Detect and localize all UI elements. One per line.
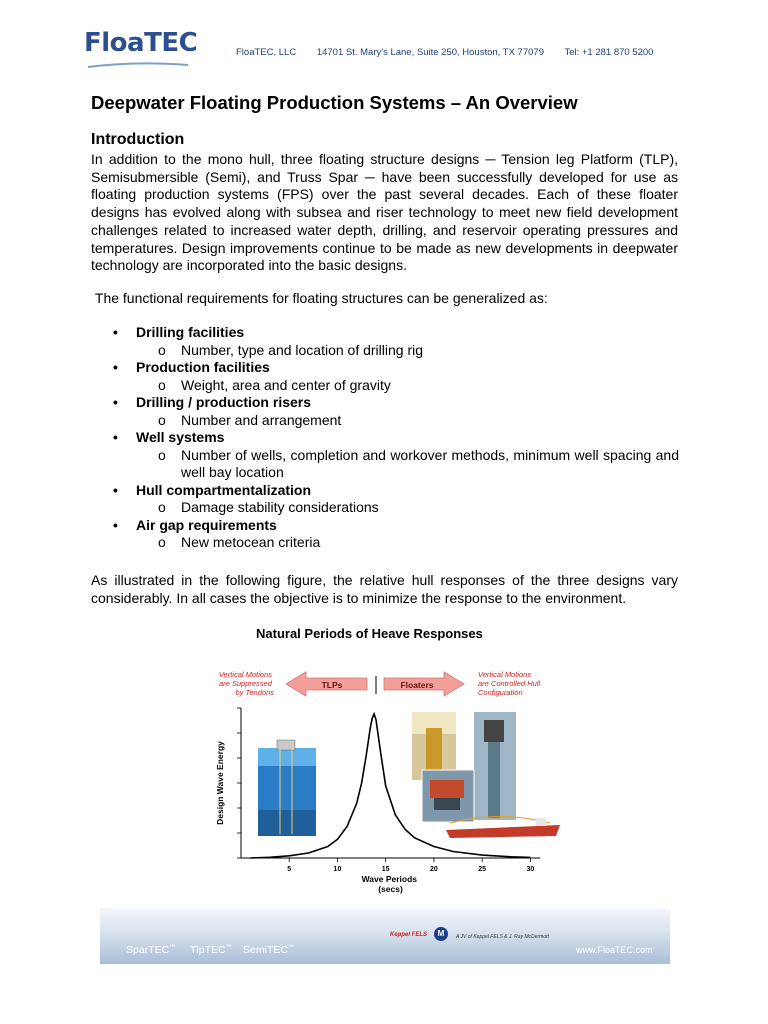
req-sub: Damage stability considerations xyxy=(181,499,379,515)
jv-note: A JV of Keppel FELS & J. Ray McDermott xyxy=(456,934,549,940)
tlp-illustration xyxy=(258,740,316,836)
requirements-lead xyxy=(91,290,548,308)
intro-paragraph: In addition to the mono hull, three floating structure designs ─ Tension leg Platform (TLP), Semisubmersible (Semi), and Truss Spar ─ have been successfully developed for use as floating production systems (FPS) over the past several decades. Each of these floater designs has evolved along with subsea and riser technology to meet new field development challenges related to increased water depth, drilling, and reservoir operating pressures and temperatures. Design improvements continue to be made as new developments in deepwater technology are incorporated into the basic designs. xyxy=(91,151,678,274)
req-sub: New metocean criteria xyxy=(181,534,321,550)
x-axis-label xyxy=(362,874,420,894)
list-item xyxy=(113,359,679,394)
x-tick-label: 20 xyxy=(430,866,438,873)
sub-bullet: o xyxy=(158,534,166,550)
semi-illustration xyxy=(422,770,474,822)
bullet: • xyxy=(113,394,118,410)
req-label: Drilling / production risers xyxy=(136,394,312,410)
right-note-line: Configuration xyxy=(478,688,523,697)
company-phone: Tel: +1 281 870 5200 xyxy=(564,47,654,58)
bullet: • xyxy=(113,324,118,340)
left-note xyxy=(219,670,274,697)
keppel-logo: Keppel FELS xyxy=(390,932,428,938)
req-label: Production facilities xyxy=(136,359,270,375)
list-item xyxy=(113,517,679,552)
list-item xyxy=(113,324,679,359)
x-tick-label: 5 xyxy=(287,866,292,873)
x-axis-label-line: (secs) xyxy=(378,884,403,894)
list-item xyxy=(113,482,679,517)
trademark: ™ xyxy=(287,944,294,951)
sub-bullet: o xyxy=(158,446,166,463)
y-axis-label: Design Wave Energy xyxy=(215,741,225,825)
list-item xyxy=(113,394,679,429)
figure-title: Natural Periods of Heave Responses xyxy=(256,626,483,641)
req-label: Well systems xyxy=(136,429,225,445)
logo-text: FloaTEC xyxy=(84,28,198,58)
heave-response-chart xyxy=(200,620,580,900)
req-label: Drilling facilities xyxy=(136,324,245,340)
footer-banner xyxy=(100,908,670,964)
company-name: FloaTEC, LLC xyxy=(236,47,297,58)
mcdermott-logo: M xyxy=(434,927,448,941)
x-tick-label: 10 xyxy=(333,866,342,873)
requirements-list xyxy=(113,324,679,552)
page-title: Deepwater Floating Production Systems – An Overview xyxy=(91,92,578,113)
sub-bullet: o xyxy=(158,376,166,393)
y-ticks xyxy=(237,708,241,858)
brand-tlptec xyxy=(190,944,232,956)
closing-paragraph: As illustrated in the following figure, the relative hull responses of the three designs vary considerably. In all cases the objective is to minimize the response to the environment. xyxy=(91,572,678,606)
req-sub: Number, type and location of drilling rig xyxy=(181,341,424,358)
left-note-line: by Tendons xyxy=(235,688,274,697)
x-tick-label: 25 xyxy=(478,866,487,873)
brand-label: SparTEC xyxy=(126,944,170,956)
right-note xyxy=(478,670,542,697)
req-sub: Weight, area and center of gravity xyxy=(181,376,391,393)
x-tick-label: 30 xyxy=(526,866,535,873)
requirements-lead-text: The functional requirements for floating structures can be generalized as: xyxy=(94,290,548,306)
x-axis-label-line: Wave Periods xyxy=(361,874,418,884)
bullet: • xyxy=(113,429,118,445)
bullet: • xyxy=(113,359,118,375)
floatec-logo xyxy=(84,28,198,72)
left-note-line: are Suppressed xyxy=(218,679,272,688)
left-note-line: Vertical Motions xyxy=(218,670,272,679)
brand-label: TlpTEC xyxy=(190,944,226,956)
bullet: • xyxy=(113,516,118,533)
trademark: ™ xyxy=(169,944,176,951)
req-sub: Number and arrangement xyxy=(181,411,342,428)
floaters-arrow-label: Floaters xyxy=(400,680,434,690)
sub-bullet: o xyxy=(158,341,166,358)
header-contact xyxy=(236,47,653,58)
x-tick-label: 15 xyxy=(381,866,390,873)
truss-spar-illustration xyxy=(474,712,516,820)
trademark: ™ xyxy=(225,944,232,951)
x-ticks xyxy=(287,858,534,873)
bullet: • xyxy=(113,481,118,498)
tlps-arrow-label: TLPs xyxy=(321,680,343,690)
right-note-line: are Controlled Hull xyxy=(478,679,541,688)
right-note-line: Vertical Motions xyxy=(478,670,532,679)
sub-bullet: o xyxy=(158,411,166,428)
company-address: 14701 St. Mary's Lane, Suite 250, Houston, TX 77079 xyxy=(316,47,544,58)
brand-semitec xyxy=(243,944,294,956)
req-label: Hull compartmentalization xyxy=(136,481,312,498)
sub-bullet: o xyxy=(158,499,166,515)
intro-heading: Introduction xyxy=(91,131,185,148)
req-sub: Number of wells, completion and workover methods, minimum well spacing and well bay location xyxy=(181,446,679,480)
list-item xyxy=(113,429,679,482)
brand-label: SemiTEC xyxy=(243,944,288,956)
req-label: Air gap requirements xyxy=(136,516,277,533)
website-link[interactable]: www.FloaTEC.com xyxy=(576,945,653,955)
brand-spartec xyxy=(126,944,175,956)
